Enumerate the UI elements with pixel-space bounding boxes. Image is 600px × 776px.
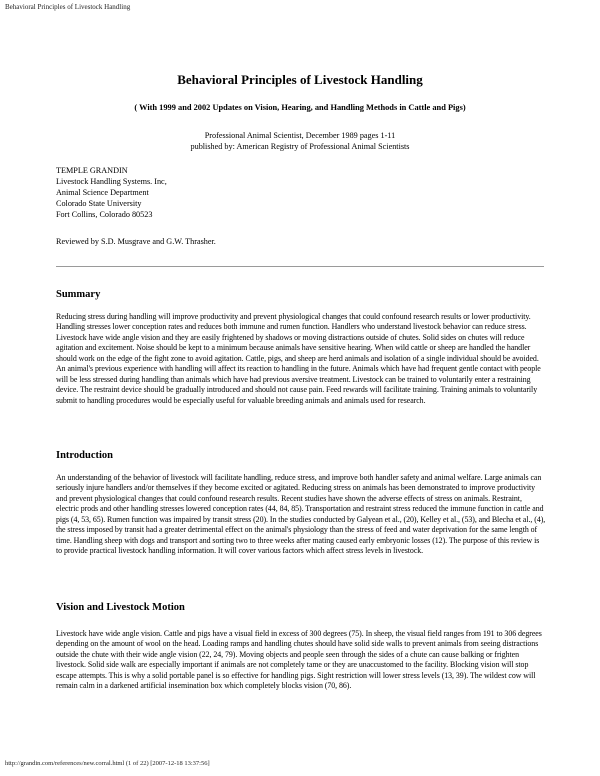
author-name: TEMPLE GRANDIN [56, 166, 128, 175]
vision-paragraph: Livestock have wide angle vision. Cattle and pigs have a visual field in excess of 300 degrees (75). In sheep, the visual field ranges from 191 to 306 degrees depending on the amount of wool on the head. Loading ramps and handling chutes should have solid side walls to prevent animals from seeing distractions outside the chute with their wide angle vision (22, 24, 79). Moving objects and people seen through the sides of a chute can cause balking or frighten livestock. Solid side walk are especially important if animals are not completely tame or they are unaccustomed to the facility. Blocking vision will stop escape attempts. This is why a solid portable panel is so effective for handling pigs. Sight restriction will lower stress levels (13, 39). The wildest cow will remain calm in a darkened artificial insemination box which completely blocks vision (70, 86). [56, 629, 542, 691]
vision-heading: Vision and Livestock Motion [56, 602, 185, 613]
horizontal-divider [56, 266, 544, 267]
publisher-line: published by: American Registry of Professional Animal Scientists [190, 142, 410, 151]
browser-header-title: Behavioral Principles of Livestock Handling [5, 3, 131, 11]
browser-footer-url: http://grandin.com/references/new.corral.html (1 of 22) [2007-12-18 13:37:56] [5, 760, 210, 767]
author-block [56, 165, 544, 220]
author-organization: Livestock Handling Systems. Inc, [56, 177, 167, 186]
author-university: Colorado State University [56, 199, 142, 208]
publication-info [56, 130, 544, 152]
document-subtitle: ( With 1999 and 2002 Updates on Vision, Hearing, and Handling Methods in Cattle and Pigs) [134, 103, 466, 112]
author-city: Fort Collins, Colorado 80523 [56, 210, 153, 219]
reviewers-line: Reviewed by S.D. Musgrave and G.W. Thrasher. [56, 237, 216, 246]
introduction-paragraph: An understanding of the behavior of livestock will facilitate handling, reduce stress, and improve both handler safety and animal welfare. Large animals can seriously injure handlers and/or themselves if they become excited or agitated. Reducing stress on animals has been demonstrated to improve productivity and prevent physiological changes that could confound research results. Recent studies have shown the adverse effects of stress on animals. Restraint, electric prods and other handling stresses lowered conception rates (44, 84, 85). Transportation and restraint stress reduced the immune function in cattle and pigs (4, 53, 65). Rumen function was impaired by transit stress (20). In the studies conducted by Galyean et al., (20), Kelley et al., (53), and Blecha et al., (4), the stress imposed by transit had a greater detrimental effect on the animal's physiology than the stress of feed and water deprivation for the same length of time. Handling sheep with dogs and transport and sorting two to three weeks after mating caused early embryonic losses (12). The purpose of this review is to provide practical livestock handling information. It will cover various factors which affect stress levels in livestock. [56, 473, 546, 556]
publication-line: Professional Animal Scientist, December 1989 pages 1-11 [204, 131, 396, 140]
introduction-heading: Introduction [56, 450, 113, 461]
summary-paragraph: Reducing stress during handling will improve productivity and prevent physiological changes that could confound research results or lower productivity. Handling stresses lower conception rates and reduces both immune and rumen function. Handlers who understand livestock behavior can reduce stress. Livestock have wide angle vision and they are easily frightened by shadows or moving distractions outside of chutes. Solid sides on chutes will reduce agitation and excitement. Noise should be kept to a minimum because animals have sensitive hearing. When wild cattle or sheep are handled the handler should work on the edge of the fight zone to avoid agitation. Cattle, pigs, and sheep are herd animals and isolation of a single individual should be avoided. An animal's previous experience with handling will affect its reaction to handling in the future. Animals which have had frequent gentle contact with people will be less stressed during handling than animals which have had previous aversive treatment. Livestock can be trained to voluntarily enter a restraining device. The restraint device should be gradually introduced and should not cause pain. Feed rewards will facilitate training. Training animals to voluntarily submit to handling procedures would be especially useful for valuable breeding animals and animals used for research. [56, 312, 541, 405]
document-title: Behavioral Principles of Livestock Handling [177, 72, 423, 87]
summary-heading: Summary [56, 289, 101, 300]
author-department: Animal Science Department [56, 188, 149, 197]
